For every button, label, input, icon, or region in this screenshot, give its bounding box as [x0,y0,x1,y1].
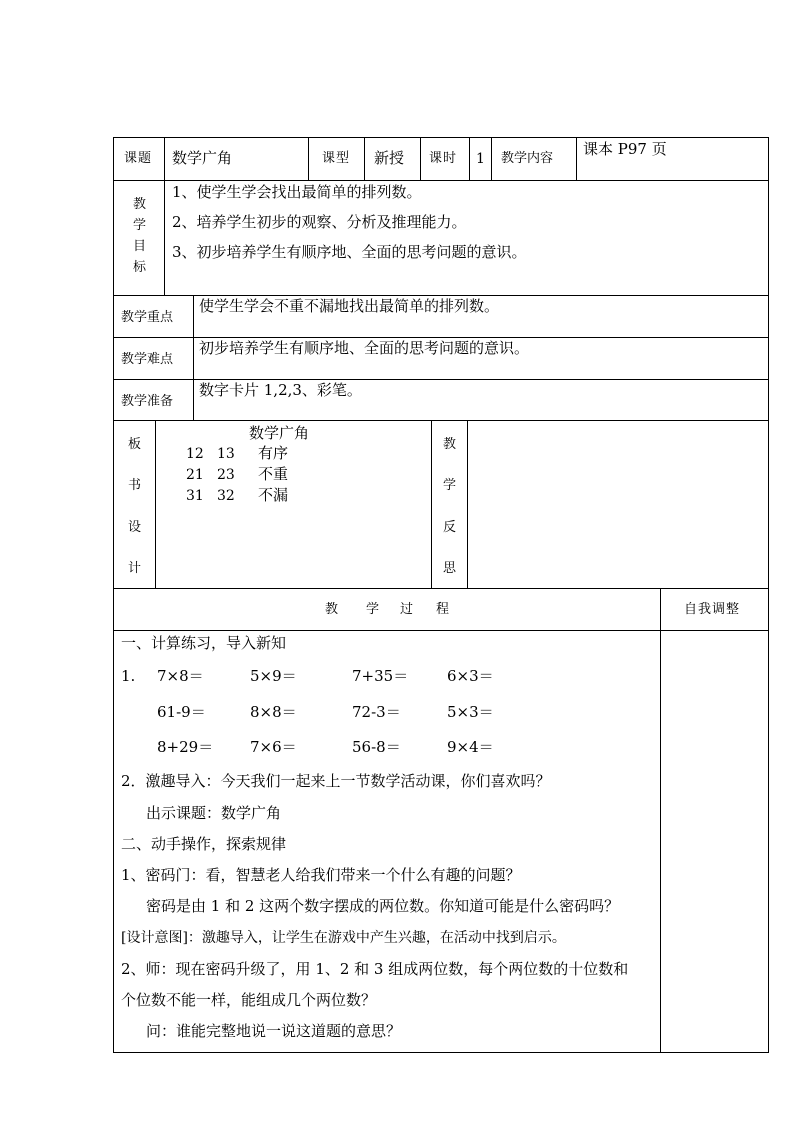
board-number: 21 [186,467,204,483]
rule [469,137,470,180]
board-number: 23 [217,467,235,483]
board-number: 31 [186,488,204,504]
reflection-label-char: 教 [443,437,457,452]
process-header-char: 程 [436,602,450,617]
paragraph: 2、师：现在密码升级了，用 1、2 和 3 组成两位数，每个两位数的十位数和 [121,960,629,978]
calc-item: 7×6＝ [250,738,297,756]
objectives-label-char: 教 [133,197,147,212]
objectives-label-char: 标 [133,260,147,275]
board-number: 12 [186,446,204,462]
show-title-line: 出示课题：数学广角 [146,804,282,822]
section-heading: 二、动手操作，探索规律 [121,835,287,853]
rule [420,137,421,180]
reflection-label-char: 思 [443,561,457,576]
board-number: 13 [217,446,235,462]
rule [467,420,468,588]
hours-value: 1 [476,151,485,167]
rule [164,137,165,180]
board-title: 数学广角 [249,424,310,442]
preparation-label: 教学准备 [121,394,174,409]
board-label-char: 设 [128,520,142,535]
rule [113,137,114,1053]
key-point-label: 教学重点 [121,310,174,325]
content-label: 教学内容 [501,151,554,166]
objectives-label-char: 目 [133,239,147,254]
rule [768,137,769,1053]
preparation-value: 数字卡片 1,2,3、彩笔。 [199,381,362,399]
board-note: 有序 [258,444,289,462]
rule [431,420,432,588]
process-header-char: 教 [325,602,339,617]
rule [193,295,194,420]
board-number: 32 [217,488,235,504]
rule [660,588,661,1053]
design-intent-note: [设计意图]：激趣导入，让学生在游戏中产生兴趣，在活动中找到启示。 [121,930,566,946]
calc-item: 7+35＝ [352,667,409,685]
rule [113,295,769,296]
rule [113,379,769,380]
calc-item: 6×3＝ [447,667,494,685]
process-header-char: 学 [366,602,380,617]
title-label: 课题 [124,151,153,166]
rule [113,630,769,631]
intro-paragraph: 2．激趣导入：今天我们一起来上一节数学活动课，你们喜欢吗？ [121,772,551,790]
key-point-value: 使学生学会不重不漏地找出最简单的排列数。 [199,297,500,315]
lesson-type-label: 课型 [322,151,351,166]
rule [113,1052,769,1053]
rule [113,588,769,589]
paragraph: 密码是由 1 和 2 这两个数字摆成的两位数。你知道可能是什么密码吗？ [146,897,620,915]
section-heading: 一、计算练习，导入新知 [121,634,287,652]
rule [308,137,309,180]
objective-item: 2、培养学生初步的观察、分析及推理能力。 [172,213,467,231]
rule [364,137,365,180]
paragraph: 个位数不能一样，能组成几个两位数？ [121,991,377,1009]
calc-item: 56-8＝ [352,738,401,756]
lesson-type-value: 新授 [374,149,405,167]
rule [576,137,577,180]
board-label-char: 书 [128,478,142,493]
hours-label: 课时 [429,151,458,166]
calc-item: 7×8＝ [157,667,204,685]
rule [113,137,769,138]
board-note: 不重 [258,465,289,483]
calc-item: 9×4＝ [447,738,494,756]
rule [113,180,769,181]
calc-item: 5×3＝ [447,703,494,721]
difficulty-value: 初步培养学生有顺序地、全面的思考问题的意识。 [199,339,530,357]
rule [164,180,165,295]
rule [113,420,769,421]
content-value: 课本 P97 页 [583,140,667,158]
rule [491,137,492,180]
calc-item: 5×9＝ [250,667,297,685]
board-label-char: 计 [128,561,142,576]
difficulty-label: 教学难点 [121,352,174,367]
reflection-label-char: 学 [443,478,457,493]
objectives-label-char: 学 [133,218,147,233]
objective-item: 1、使学生学会找出最简单的排列数。 [172,183,422,201]
objective-item: 3、初步培养学生有顺序地、全面的思考问题的意识。 [172,243,527,261]
calc-item: 8+29＝ [157,738,214,756]
calc-item: 8×8＝ [250,703,297,721]
calc-item: 61-9＝ [157,703,206,721]
board-note: 不漏 [258,486,289,504]
title-value: 数学广角 [172,149,233,167]
calc-item: 72-3＝ [352,703,401,721]
rule [155,420,156,588]
paragraph: 问：谁能完整地说一说这道题的意思？ [146,1022,402,1040]
paragraph: 1、密码门：看，智慧老人给我们带来一个什么有趣的问题？ [121,866,521,884]
process-header-char: 过 [400,602,414,617]
rule [113,337,769,338]
calc-index: 1. [121,667,136,685]
reflection-label-char: 反 [443,520,457,535]
adjust-label: 自我调整 [684,602,741,617]
board-label-char: 板 [128,437,142,452]
